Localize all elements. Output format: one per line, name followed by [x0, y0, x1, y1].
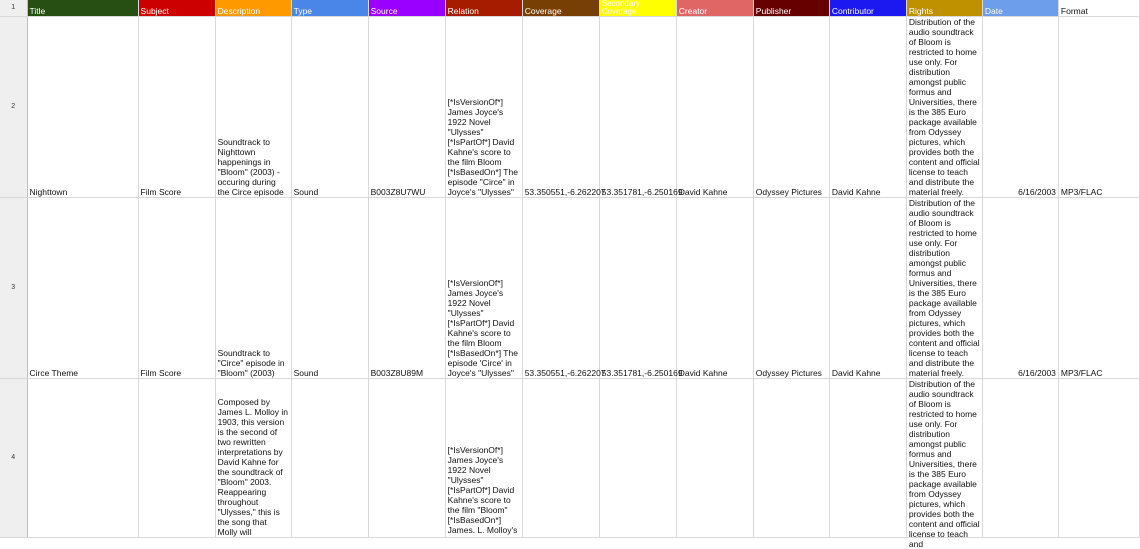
- cell-description-text: Composed by James L. Molloy in 1903, this version is the second of two rewritten interpretations by David Kahne for the soundtrack of "Bloom" 2003. Reappearing throughout "Ulysses," this is the song that Molly will: [217, 397, 288, 537]
- cell-coverage[interactable]: [522, 379, 599, 538]
- header-date[interactable]: Date: [982, 0, 1058, 17]
- cell-type[interactable]: [291, 379, 368, 538]
- cell-coverage[interactable]: 53.350551,-6.262207: [522, 17, 599, 198]
- row-number[interactable]: 3: [0, 198, 27, 379]
- cell-secondary-coverage[interactable]: 53.351781,-6.250169: [599, 17, 676, 198]
- table-row: [0, 17, 1140, 198]
- header-publisher[interactable]: Publisher: [753, 0, 829, 17]
- header-type[interactable]: Type: [291, 0, 368, 17]
- cell-creator[interactable]: David Kahne: [676, 198, 753, 379]
- cell-subject[interactable]: [138, 379, 215, 538]
- cell-subject[interactable]: Film Score: [138, 198, 215, 379]
- header-creator[interactable]: Creator: [676, 0, 753, 17]
- cell-type[interactable]: Sound: [291, 17, 368, 198]
- cell-coverage[interactable]: 53.350551,-6.262207: [522, 198, 599, 379]
- table-row: [0, 198, 1140, 379]
- cell-title[interactable]: Nighttown: [27, 17, 138, 198]
- cell-contributor[interactable]: David Kahne: [829, 198, 906, 379]
- cell-source[interactable]: [368, 379, 445, 538]
- cell-type[interactable]: Sound: [291, 198, 368, 379]
- cell-subject[interactable]: Film Score: [138, 17, 215, 198]
- cell-format[interactable]: [1058, 379, 1139, 538]
- header-title[interactable]: Title: [27, 0, 138, 17]
- cell-rights[interactable]: Distribution of the audio soundtrack of Bloom is restricted to home use only. For distribution amongst public formus and Universities, there is the 385 Euro package available from Odyssey pictures, which provides both the content and official license to teach and distribute the material freely.: [906, 198, 982, 379]
- cell-date[interactable]: [982, 379, 1058, 538]
- cell-secondary-coverage[interactable]: 53.351781,-6.250169: [599, 198, 676, 379]
- cell-date[interactable]: 6/16/2003: [982, 198, 1058, 379]
- cell-description[interactable]: Soundtrack to "Circe" episode in "Bloom" (2003): [215, 198, 291, 379]
- cell-relation-text: [*IsVersionOf*] James Joyce's 1922 Novel "Ulysses" [*IsPartOf*] David Kahne's score to the film "Bloom" [*IsBasedOn*] James. L. Molloy's: [447, 445, 518, 535]
- row-number[interactable]: 4: [0, 379, 27, 538]
- header-relation[interactable]: Relation: [445, 0, 522, 17]
- cell-date[interactable]: 6/16/2003: [982, 17, 1058, 198]
- cell-creator[interactable]: [676, 379, 753, 538]
- header-description[interactable]: Description: [215, 0, 291, 17]
- cell-title[interactable]: [27, 379, 138, 538]
- header-source[interactable]: Source: [368, 0, 445, 17]
- header-format[interactable]: Format: [1058, 0, 1139, 17]
- cell-relation[interactable]: [*IsVersionOf*] James Joyce's 1922 Novel "Ulysses" [*IsPartOf*] David Kahne's score to the film Bloom [*IsBasedOn*] The episode "Circe" in Joyce's "Ulysses": [445, 17, 522, 198]
- cell-contributor[interactable]: [829, 379, 906, 538]
- row-number[interactable]: 2: [0, 17, 27, 198]
- cell-relation[interactable]: [*IsVersionOf*] James Joyce's 1922 Novel "Ulysses" [*IsPartOf*] David Kahne's score to the film Bloom [*IsBasedOn*] The episode 'Circe' in Joyce's "Ulysses": [445, 198, 522, 379]
- cell-title[interactable]: Circe Theme: [27, 198, 138, 379]
- header-coverage[interactable]: Coverage: [522, 0, 599, 17]
- table-row: [0, 379, 1140, 538]
- cell-format[interactable]: MP3/FLAC: [1058, 17, 1139, 198]
- header-contributor[interactable]: Contributor: [829, 0, 906, 17]
- header-subject[interactable]: Subject: [138, 0, 215, 17]
- cell-relation[interactable]: [445, 379, 522, 538]
- cell-description[interactable]: [215, 379, 291, 538]
- cell-source[interactable]: B003Z8U7WU: [368, 17, 445, 198]
- cell-format[interactable]: MP3/FLAC: [1058, 198, 1139, 379]
- cell-publisher[interactable]: [753, 379, 829, 538]
- cell-creator[interactable]: David Kahne: [676, 17, 753, 198]
- cell-source[interactable]: B003Z8U89M: [368, 198, 445, 379]
- cell-description[interactable]: Soundtrack to Nighttown happenings in "Bloom" (2003) - occuring during the Circe episode: [215, 17, 291, 198]
- header-rights[interactable]: Rights: [906, 0, 982, 17]
- cell-contributor[interactable]: David Kahne: [829, 17, 906, 198]
- cell-secondary-coverage[interactable]: [599, 379, 676, 538]
- cell-rights-text: Distribution of the audio soundtrack of Bloom is restricted to home use only. For distribution amongst public formus and Universities, there is the 385 Euro package available from Odyssey pictures, which provides both the content and official license to teach and: [908, 379, 980, 549]
- row-number[interactable]: 1: [0, 0, 27, 17]
- header-row: [0, 0, 1140, 17]
- cell-rights[interactable]: Distribution of the audio soundtrack of Bloom is restricted to home use only. For distribution amongst public formus and Universities, there is the 385 Euro package available from Odyssey pictures, which provides both the content and official license to teach and distribute the material freely.: [906, 17, 982, 198]
- header-secondary-coverage[interactable]: Secondary Coverage: [599, 0, 676, 17]
- cell-publisher[interactable]: Odyssey Pictures: [753, 17, 829, 198]
- cell-publisher[interactable]: Odyssey Pictures: [753, 198, 829, 379]
- cell-rights[interactable]: [906, 379, 982, 549]
